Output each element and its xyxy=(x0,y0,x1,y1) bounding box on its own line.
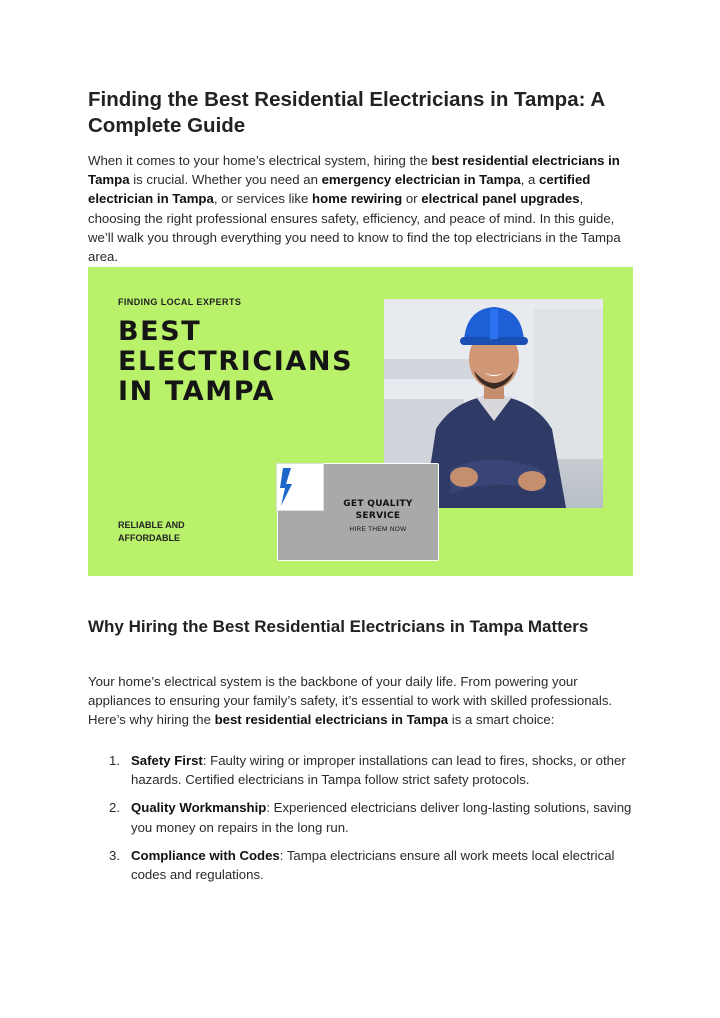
paragraph-bold-term: best residential electricians in Tampa xyxy=(214,712,449,728)
list-item-title: Quality Workmanship xyxy=(131,800,267,816)
list-number: 3. xyxy=(109,847,120,863)
list-item-text: : Experienced electricians deliver long-lasting solutions, saving you money on repairs in the long run. xyxy=(131,800,632,835)
intro-text: is crucial. Whether you need an xyxy=(129,172,322,188)
banner-kicker: FINDING LOCAL EXPERTS xyxy=(118,297,242,307)
intro-paragraph xyxy=(88,151,636,266)
intro-text: , a xyxy=(520,172,540,188)
banner-headline-line: IN TAMPA xyxy=(118,376,276,407)
banner-headline-line: BEST xyxy=(118,316,202,347)
list-item-title: Compliance with Codes xyxy=(131,847,280,863)
intro-bold-term: certified electrician in Tampa xyxy=(88,172,591,207)
intro-text: , choosing the right professional ensures safety, efficiency, and peace of mind. In this guide, we’ll walk you through everything you need to know to find the top electricians in the Tampa area. xyxy=(88,191,621,265)
cta-title: GET QUALITY SERVICE xyxy=(343,499,413,521)
list-item xyxy=(88,751,636,789)
paragraph-text: Your home’s electrical system is the backbone of your daily life. From powering your appliances to ensuring your family’s safety, it’s essential to work with skilled professionals. Here’s why hiring the xyxy=(88,674,613,728)
promo-banner-image xyxy=(88,267,633,576)
list-item xyxy=(88,798,636,836)
intro-bold-term: home rewiring xyxy=(312,191,403,207)
list-item-text: : Faulty wiring or improper installations can lead to fires, shocks, or other hazards. Certified electricians in Tampa follow strict safety protocols. xyxy=(131,753,626,788)
banner-tagline: RELIABLE AND AFFORDABLE xyxy=(118,520,185,543)
page-title: Finding the Best Residential Electricians in Tampa: A Complete Guide xyxy=(88,88,605,137)
intro-text: or xyxy=(402,191,422,207)
paragraph-text: is a smart choice: xyxy=(448,712,555,728)
intro-bold-term: electrical panel upgrades xyxy=(421,191,580,207)
intro-bold-term: emergency electrician in Tampa xyxy=(321,172,521,188)
intro-text: When it comes to your home’s electrical system, hiring the xyxy=(88,153,432,168)
intro-text: , or services like xyxy=(213,191,313,207)
section-heading: Why Hiring the Best Residential Electricians in Tampa Matters xyxy=(88,617,589,636)
list-number: 2. xyxy=(109,800,120,816)
intro-bold-term: best residential electricians in Tampa xyxy=(88,153,620,188)
list-item xyxy=(88,846,636,884)
banner-headline-line: ELECTRICIANS xyxy=(118,346,354,377)
cta-subtitle: HIRE THEM NOW xyxy=(349,526,407,533)
section-paragraph xyxy=(88,672,636,730)
banner-headline xyxy=(118,317,353,407)
company-logo xyxy=(276,463,324,511)
list-number: 1. xyxy=(109,753,120,768)
reasons-list xyxy=(88,751,636,893)
list-item-title: Safety First xyxy=(131,753,203,768)
lightning-bolt-icon xyxy=(277,464,323,510)
list-item-text: : Tampa electricians ensure all work meets local electrical codes and regulations. xyxy=(131,847,615,883)
